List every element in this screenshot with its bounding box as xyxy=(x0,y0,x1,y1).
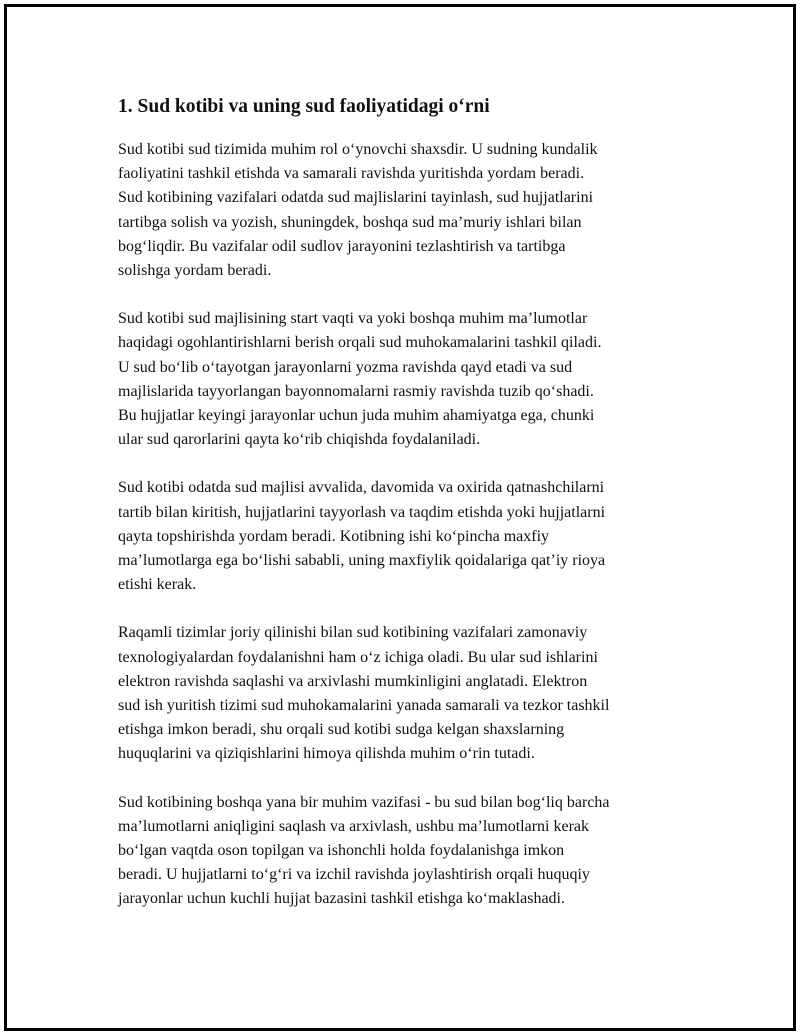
text-line: qayta topshirishda yordam beradi. Kotibning ishi ko‘pincha maxfiy xyxy=(118,527,550,545)
document-body xyxy=(118,94,688,936)
text-line: etishga imkon beradi, shu orqali sud kotibi sudga kelgan shaxslarning xyxy=(118,721,565,739)
text-line: Sud kotibi odatda sud majlisi avvalida, davomida va oxirida qatnashchilarni xyxy=(118,479,605,497)
paragraph-4 xyxy=(118,621,688,766)
text-line: ma’lumotlarni aniqligini saqlash va arxivlash, ushbu ma’lumotlarni kerak xyxy=(118,817,589,835)
paragraph-3 xyxy=(118,476,688,597)
text-line: sud ish yuritish tizimi sud muhokamalarini yanada samarali va tezkor tashkil xyxy=(118,697,610,715)
text-line: elektron ravishda saqlashi va arxivlashi mumkinligini anglatadi. Elektron xyxy=(118,672,588,690)
text-line: Sud kotibining boshqa yana bir muhim vazifasi - bu sud bilan bog‘liq barcha xyxy=(118,793,610,811)
text-line: huquqlarini va qiziqishlarini himoya qilishda muhim o‘rin tutadi. xyxy=(118,745,535,763)
text-line: U sud bo‘lib o‘tayotgan jarayonlarni yozma ravishda qayd etadi va sud xyxy=(118,358,573,376)
text-line: Bu hujjatlar keyingi jarayonlar uchun juda muhim ahamiyatga ega, chunki xyxy=(118,407,595,425)
text-line: faoliyatini tashkil etishda va samarali ravishda yuritishda yordam beradi. xyxy=(118,165,585,183)
paragraph-2 xyxy=(118,307,688,452)
text-line: Raqamli tizimlar joriy qilinishi bilan sud kotibining vazifalari zamonaviy xyxy=(118,624,588,642)
section-heading: 1. Sud kotibi va uning sud faoliyatidagi o‘rni xyxy=(118,96,490,117)
text-line: ular sud qarorlarini qayta ko‘rib chiqishda foydalaniladi. xyxy=(118,431,481,449)
text-line: Sud kotibi sud tizimida muhim rol o‘ynovchi shaxsdir. U sudning kundalik xyxy=(118,141,598,158)
text-line: tartib bilan kiritish, hujjatlarini tayyorlash va taqdim etishda yoki hujjatlarni xyxy=(118,503,606,521)
text-line: haqidagi ogohlantirishlarni berish orqali sud muhokamalarini tashkil qiladi. xyxy=(118,334,602,352)
text-line: bog‘liqdir. Bu vazifalar odil sudlov jarayonini tezlashtirish va tartibga xyxy=(118,237,566,255)
paragraph-5 xyxy=(118,791,688,912)
text-line: majlislarida tayyorlangan bayonnomalarni rasmiy ravishda tuzib qo‘shadi. xyxy=(118,382,594,400)
text-line: texnologiyalardan foydalanishni ham o‘z ichiga oladi. Bu ular sud ishlarini xyxy=(118,648,598,666)
text-line: Sud kotibi sud majlisining start vaqti va yoki boshqa muhim ma’lumotlar xyxy=(118,310,588,328)
text-line: Sud kotibining vazifalari odatda sud majlislarini tayinlash, sud hujjatlarini xyxy=(118,189,594,207)
text-line: ma’lumotlarga ega bo‘lishi sababli, uning maxfiylik qoidalariga qat’iy rioya xyxy=(118,552,606,570)
text-line: etishi kerak. xyxy=(118,576,197,594)
paragraph-1 xyxy=(118,138,688,283)
text-line: jarayonlar uchun kuchli hujjat bazasini tashkil etishga ko‘maklashadi. xyxy=(118,890,565,908)
text-line: solishga yordam beradi. xyxy=(118,262,272,280)
text-line: bo‘lgan vaqtda oson topilgan va ishonchli holda foydalanishga imkon xyxy=(118,842,565,860)
text-line: tartibga solish va yozish, shuningdek, boshqa sud ma’muriy ishlari bilan xyxy=(118,213,582,231)
text-line: beradi. U hujjatlarni to‘g‘ri va izchil ravishda joylashtirish orqali huquqiy xyxy=(118,866,590,884)
